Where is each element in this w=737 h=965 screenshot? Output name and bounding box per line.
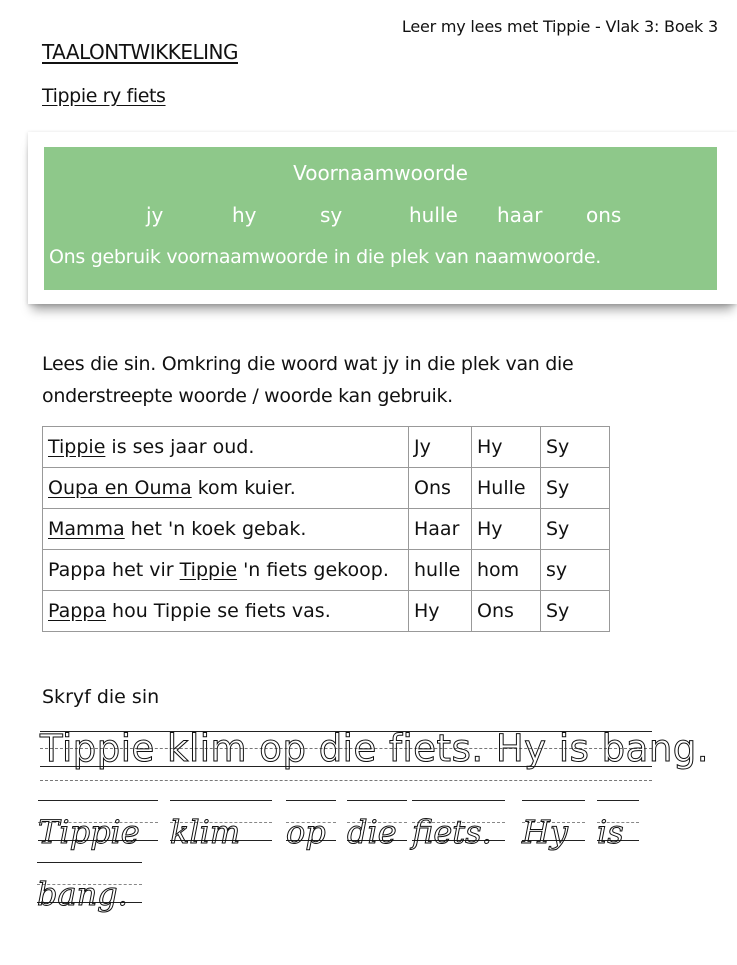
exercise-table — [42, 426, 610, 632]
pronoun-ons: ons — [586, 203, 622, 227]
pronoun-hulle: hulle — [409, 203, 458, 227]
pronoun-list — [44, 203, 717, 233]
option-cell[interactable]: Ons — [409, 468, 472, 509]
pronoun-jy: jy — [146, 203, 164, 227]
sentence-rest: 'n fiets gekoop. — [237, 559, 389, 581]
cursive-trace-word — [38, 800, 158, 870]
option-cell[interactable]: Ons — [472, 591, 541, 632]
cursive-trace-word — [522, 800, 585, 870]
underlined-noun: Oupa en Ouma — [48, 477, 192, 499]
print-trace-sentence: Tippie klim op die fiets. Hy is bang. — [40, 727, 710, 770]
sentence-cell — [43, 468, 409, 509]
cursive-word-text: klim — [170, 813, 241, 851]
story-title: Tippie ry fiets — [42, 85, 166, 107]
option-cell[interactable]: Jy — [409, 427, 472, 468]
underlined-noun: Tippie — [179, 559, 238, 581]
cursive-trace-word — [286, 800, 336, 870]
cursive-trace-word — [170, 800, 272, 870]
underlined-noun: Mamma — [48, 518, 125, 540]
pronoun-haar: haar — [497, 203, 543, 227]
cursive-word-text: fiets. — [412, 813, 492, 851]
option-cell[interactable]: Sy — [541, 427, 610, 468]
sentence-rest: kom kuier. — [191, 477, 296, 499]
instruction-text: Lees die sin. Omkring die woord wat jy in die plek van die onderstreepte woorde / woorde kan gebruik. — [42, 353, 574, 407]
pronoun-hy: hy — [232, 203, 257, 227]
cursive-word-text: is — [597, 813, 624, 851]
info-box-heading: Voornaamwoorde — [293, 161, 468, 185]
table-row — [43, 509, 610, 550]
series-label: Leer my lees met Tippie - Vlak 3: Boek 3 — [401, 17, 718, 36]
option-cell[interactable]: Haar — [409, 509, 472, 550]
cursive-word-text: Tippie — [38, 813, 140, 851]
table-row — [43, 591, 610, 632]
sentence-cell — [43, 591, 409, 632]
cursive-trace-word — [347, 800, 407, 870]
cursive-word-text: op — [286, 813, 326, 851]
underlined-noun: Tippie — [48, 436, 106, 458]
sentence-rest: is ses jaar oud. — [105, 436, 255, 458]
cursive-trace-word — [412, 800, 505, 870]
pronoun-sy: sy — [320, 203, 343, 227]
option-cell[interactable]: Hulle — [472, 468, 541, 509]
table-row — [43, 550, 610, 591]
option-cell[interactable]: Hy — [472, 509, 541, 550]
option-cell[interactable]: hulle — [409, 550, 472, 591]
page-title: TAALONTWIKKELING — [42, 40, 238, 64]
option-cell[interactable]: Sy — [541, 509, 610, 550]
underlined-noun: Pappa — [48, 600, 107, 622]
option-cell[interactable]: Hy — [409, 591, 472, 632]
guide-line-descender — [40, 780, 652, 781]
cursive-word-text: bang. — [37, 875, 128, 913]
cursive-trace-word — [597, 800, 639, 870]
table-row — [43, 427, 610, 468]
table-row — [43, 468, 610, 509]
option-cell[interactable]: Sy — [541, 468, 610, 509]
option-cell[interactable]: sy — [541, 550, 610, 591]
cursive-word-text: die — [347, 813, 397, 851]
option-cell[interactable]: Hy — [472, 427, 541, 468]
option-cell[interactable]: hom — [472, 550, 541, 591]
sentence-rest: hou Tippie se fiets vas. — [106, 600, 331, 622]
sentence-cell — [43, 427, 409, 468]
sentence-start: Pappa het vir — [48, 559, 180, 581]
sentence-cell — [43, 550, 409, 591]
writing-label: Skryf die sin — [42, 686, 160, 708]
cursive-word-text: Hy — [522, 813, 568, 851]
sentence-rest: het 'n koek gebak. — [124, 518, 307, 540]
info-box-note: Ons gebruik voornaamwoorde in die plek van naamwoorde. — [49, 246, 601, 268]
sentence-cell — [43, 509, 409, 550]
cursive-trace-word — [37, 862, 142, 932]
pronoun-info-box — [44, 147, 717, 290]
option-cell[interactable]: Sy — [541, 591, 610, 632]
